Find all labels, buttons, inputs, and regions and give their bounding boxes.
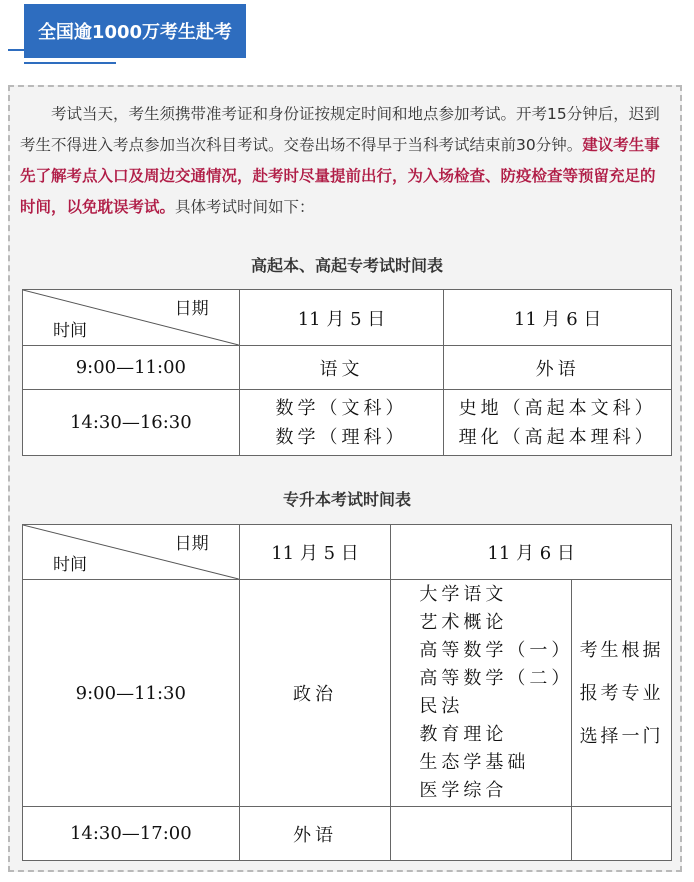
schedule-table-2 [22,524,672,861]
table1-row1-day1: 语文 [239,346,444,390]
table2-row1-day2 [391,580,572,807]
intro-highlight: 建议考生事先了解考点入口及周边交通情况，赴考时尽量提前出行，为入场检查、防疫检查等预留充足的时间，以免耽误考试。 [20,136,660,216]
table2-row1-time: 9:00—11:30 [23,580,240,807]
subject: 数学（文科） [275,397,408,419]
time-label: 时间 [53,321,87,341]
table1-day2-header: 11 月 6 日 [444,290,672,346]
table1-row2-day2 [444,390,672,456]
table2-day1-header: 11 月 5 日 [239,525,391,580]
note-line: 报考专业 [579,682,664,704]
content-panel [8,85,682,872]
table2-row2-time: 14:30—17:00 [23,807,240,861]
banner-underline-2 [24,62,116,64]
subject: 大学语文 [419,584,508,605]
note-line: 考生根据 [579,639,664,661]
subject: 高等数学（一） [419,640,574,661]
subject: 医学综合 [419,780,508,801]
subject: 理化（高起本理科） [458,426,657,448]
subject: 艺术概论 [419,612,508,633]
table2-row1-note [572,580,672,807]
subject: 教育理论 [419,724,508,745]
subject: 生态学基础 [419,752,530,773]
table2-row2-day1: 外语 [239,807,391,861]
subject: 数学（理科） [275,426,408,448]
table1-row2-time: 14:30—16:30 [23,390,240,456]
banner-underline [8,49,83,51]
table2-row2-day2 [391,807,572,861]
table1-title: 高起本、高起专考试时间表 [250,256,443,275]
table2-row2-note [572,807,672,861]
subject: 史地（高起本文科） [458,397,657,419]
table2-row1-day1: 政治 [239,580,391,807]
time-label: 时间 [53,555,87,575]
table1-row1-day2: 外语 [444,346,672,390]
table1-row1-time: 9:00—11:00 [23,346,240,390]
schedule-table-1 [22,289,672,456]
date-label: 日期 [174,299,209,319]
intro-paragraph: 考试当天，考生须携带准考证和身份证按规定时间和地点参加考试。开考15分钟后，迟到考生不得进入考点参加当次科目考试。交卷出场不得早于当科考试结束前30分钟。建议考生事先了解考点入口及周边交通情况，赴考时尽量提前出行，为入场检查、防疫检查等预留充足的时间，以免耽误考试。具体考试时间如下： [20,105,660,216]
banner-title: 全国逾1000万考生赴考 [24,4,246,58]
subject: 高等数学（二） [419,668,574,689]
subject: 民法 [419,696,464,717]
table1-header-diagonal [23,290,240,346]
table2-header-diagonal [23,525,240,580]
note-line: 选择一门 [579,725,664,747]
table2-title: 专升本考试时间表 [282,490,411,509]
date-label: 日期 [174,534,209,554]
table1-row2-day1 [239,390,444,456]
table2-day2-header: 11 月 6 日 [391,525,672,580]
table1-day1-header: 11 月 5 日 [239,290,444,346]
